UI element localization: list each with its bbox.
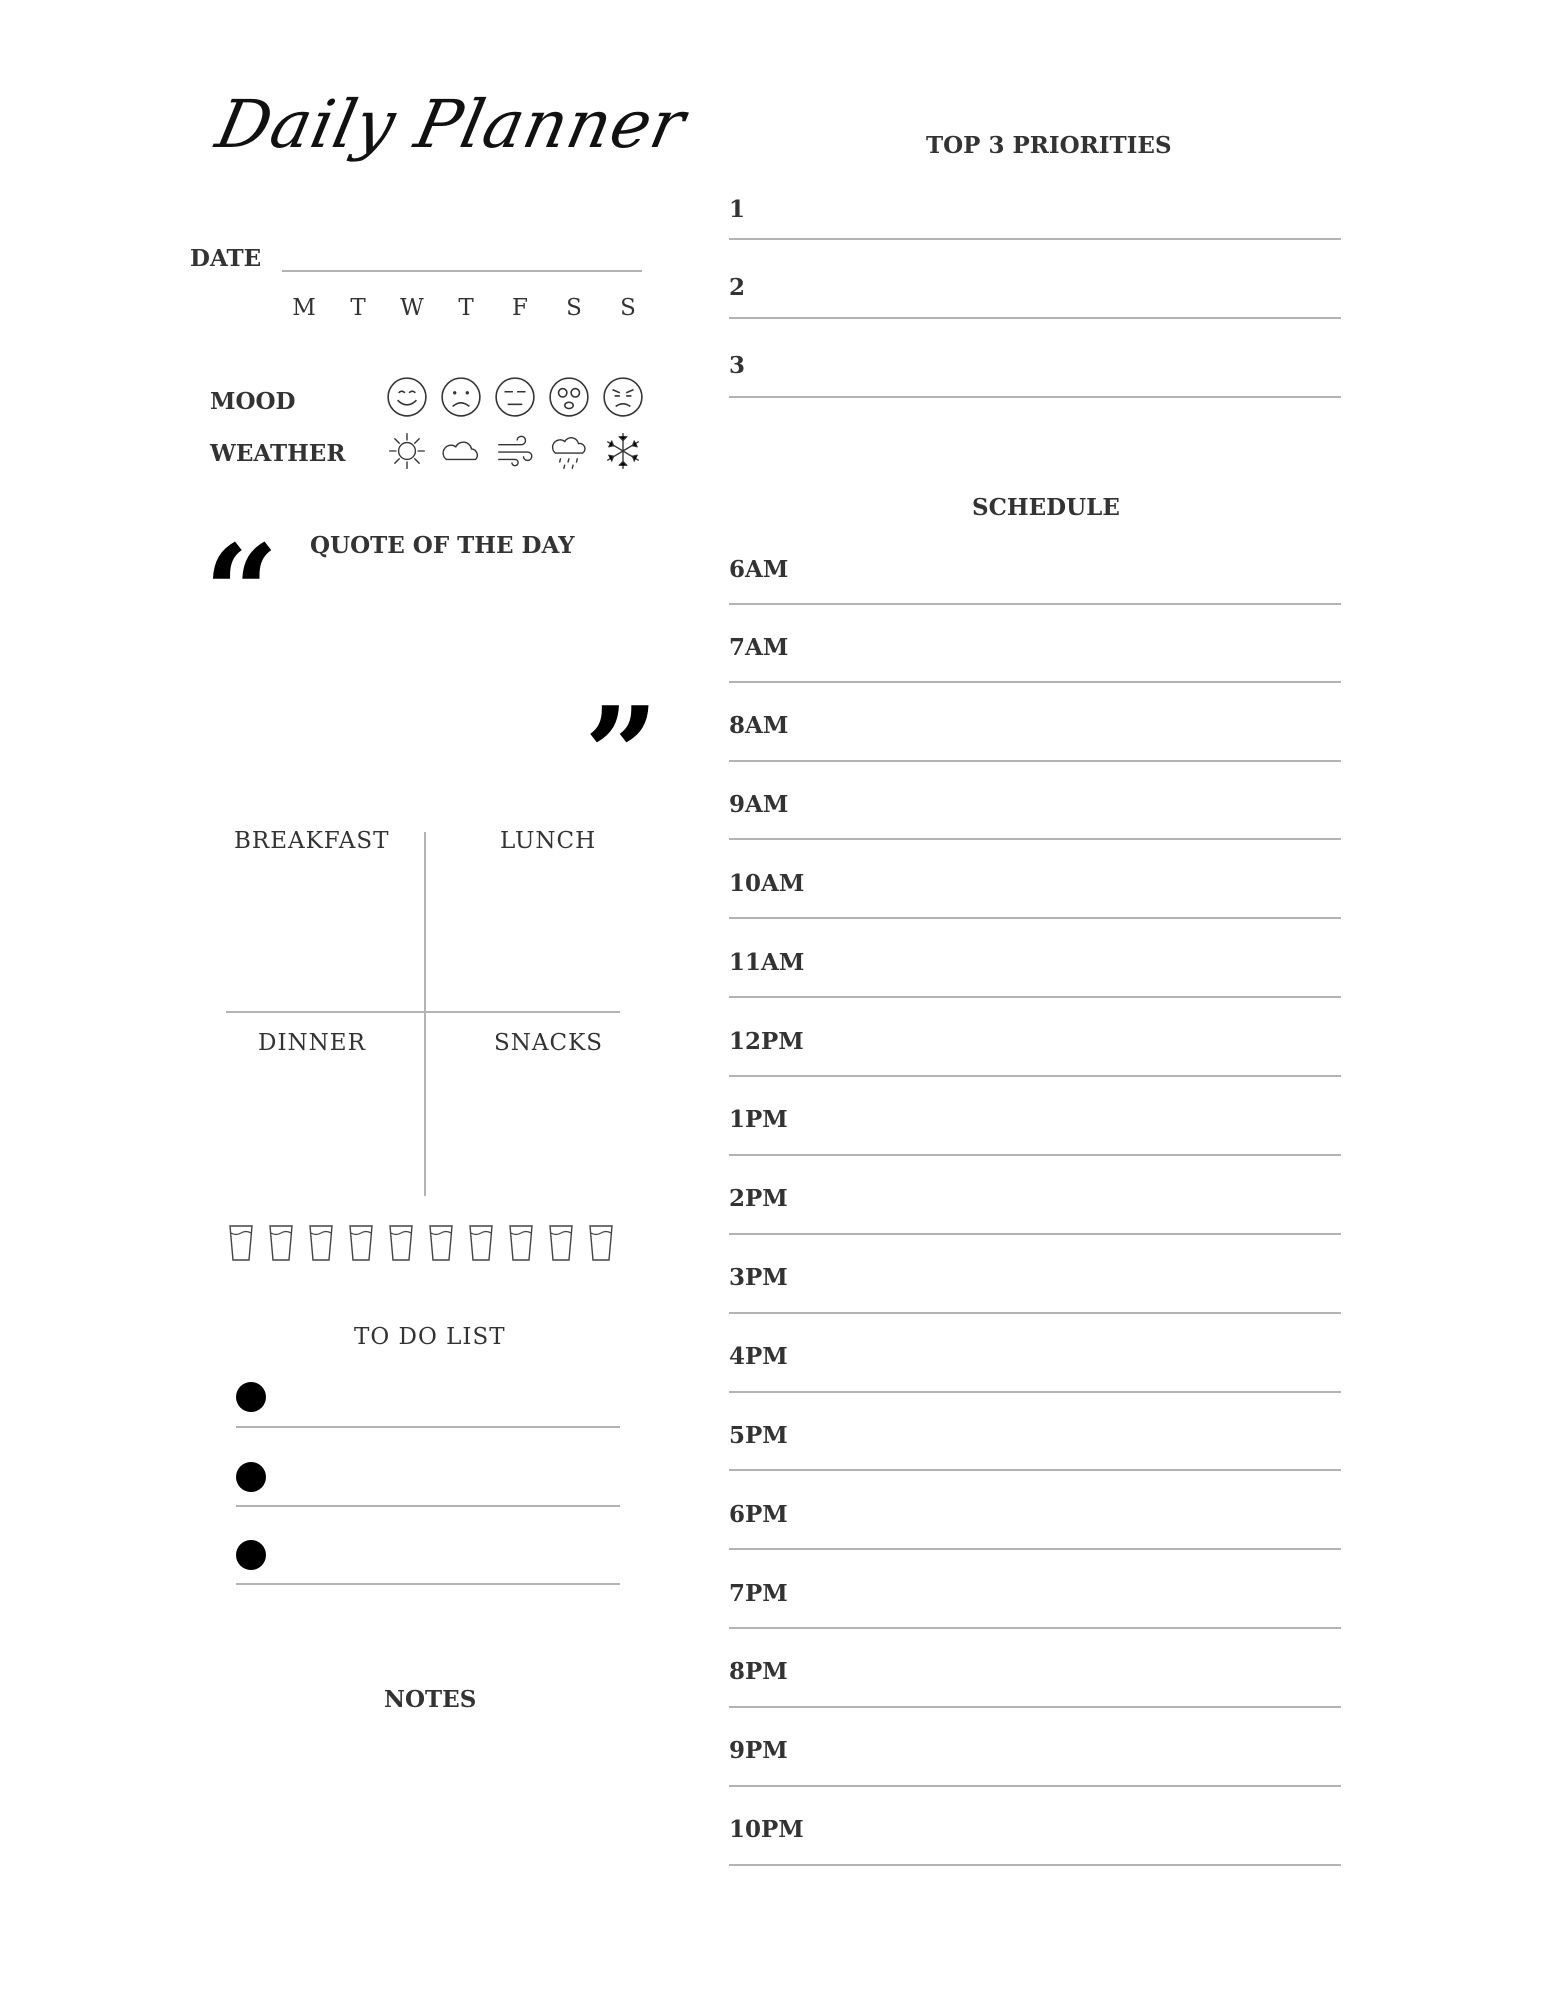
schedule-line[interactable] bbox=[729, 681, 1341, 683]
water-glass-icon[interactable] bbox=[428, 1224, 454, 1262]
schedule-time: 2PM bbox=[729, 1185, 788, 1212]
schedule-time: 12PM bbox=[729, 1028, 804, 1055]
schedule-time: 5PM bbox=[729, 1422, 788, 1449]
schedule-time: 10AM bbox=[729, 870, 805, 897]
meals-horizontal-divider bbox=[226, 1011, 620, 1013]
schedule-line[interactable] bbox=[729, 1706, 1341, 1708]
schedule-time: 8AM bbox=[729, 712, 789, 739]
todo-line[interactable] bbox=[236, 1426, 620, 1428]
water-glass-icon[interactable] bbox=[228, 1224, 254, 1262]
rain-icon[interactable] bbox=[548, 430, 590, 472]
priority-number: 2 bbox=[729, 274, 746, 301]
schedule-line[interactable] bbox=[729, 1469, 1341, 1471]
priority-line[interactable] bbox=[729, 396, 1341, 398]
schedule-line[interactable] bbox=[729, 1627, 1341, 1629]
schedule-line[interactable] bbox=[729, 1075, 1341, 1077]
water-glass-icon[interactable] bbox=[548, 1224, 574, 1262]
todo-label: TO DO LIST bbox=[354, 1324, 506, 1350]
priority-number: 3 bbox=[729, 352, 746, 379]
snacks-label: SNACKS bbox=[494, 1030, 604, 1056]
water-glass-icon[interactable] bbox=[348, 1224, 374, 1262]
page-title: Daily Planner bbox=[209, 86, 693, 163]
smile-face-icon[interactable] bbox=[386, 376, 428, 418]
todo-bullet[interactable] bbox=[236, 1462, 266, 1492]
meals-vertical-divider bbox=[424, 832, 426, 1196]
schedule-time: 6AM bbox=[729, 556, 789, 583]
priority-number: 1 bbox=[729, 196, 746, 223]
schedule-line[interactable] bbox=[729, 1785, 1341, 1787]
priority-line[interactable] bbox=[729, 317, 1341, 319]
notes-label: NOTES bbox=[384, 1686, 477, 1713]
schedule-line[interactable] bbox=[729, 1233, 1341, 1235]
water-glass-icon[interactable] bbox=[588, 1224, 614, 1262]
schedule-line[interactable] bbox=[729, 917, 1341, 919]
cloud-icon[interactable] bbox=[440, 430, 482, 472]
priority-line[interactable] bbox=[729, 238, 1341, 240]
quote-open-mark: “ bbox=[204, 516, 279, 669]
schedule-line[interactable] bbox=[729, 1548, 1341, 1550]
schedule-time: 9AM bbox=[729, 791, 789, 818]
schedule-time: 7PM bbox=[729, 1580, 788, 1607]
schedule-time: 6PM bbox=[729, 1501, 788, 1528]
shocked-face-icon[interactable] bbox=[548, 376, 590, 418]
schedule-label: SCHEDULE bbox=[972, 494, 1120, 521]
todo-line[interactable] bbox=[236, 1505, 620, 1507]
schedule-line[interactable] bbox=[729, 996, 1341, 998]
mood-label: MOOD bbox=[210, 388, 296, 415]
schedule-time: 3PM bbox=[729, 1264, 788, 1291]
date-line[interactable] bbox=[282, 270, 642, 272]
water-glass-icon[interactable] bbox=[468, 1224, 494, 1262]
dinner-label: DINNER bbox=[258, 1030, 366, 1056]
schedule-time: 11AM bbox=[729, 949, 805, 976]
breakfast-label: BREAKFAST bbox=[234, 828, 390, 854]
schedule-line[interactable] bbox=[729, 1864, 1341, 1866]
sun-icon[interactable] bbox=[386, 430, 428, 472]
lunch-label: LUNCH bbox=[500, 828, 597, 854]
todo-bullet[interactable] bbox=[236, 1540, 266, 1570]
schedule-time: 8PM bbox=[729, 1658, 788, 1685]
schedule-time: 7AM bbox=[729, 634, 789, 661]
weekday-mon[interactable]: M bbox=[292, 295, 316, 321]
neutral-face-icon[interactable] bbox=[494, 376, 536, 418]
schedule-time: 10PM bbox=[729, 1816, 804, 1843]
schedule-line[interactable] bbox=[729, 1154, 1341, 1156]
sad-face-icon[interactable] bbox=[440, 376, 482, 418]
weekday-wed[interactable]: W bbox=[400, 295, 424, 321]
water-glass-icon[interactable] bbox=[388, 1224, 414, 1262]
schedule-line[interactable] bbox=[729, 760, 1341, 762]
water-glass-icon[interactable] bbox=[268, 1224, 294, 1262]
quote-label: QUOTE OF THE DAY bbox=[310, 532, 575, 559]
todo-line[interactable] bbox=[236, 1583, 620, 1585]
priorities-label: TOP 3 PRIORITIES bbox=[926, 132, 1172, 159]
weekday-fri[interactable]: F bbox=[512, 295, 528, 321]
weekday-sat[interactable]: S bbox=[566, 295, 582, 321]
snowflake-icon[interactable] bbox=[602, 430, 644, 472]
angry-face-icon[interactable] bbox=[602, 376, 644, 418]
schedule-time: 4PM bbox=[729, 1343, 788, 1370]
schedule-line[interactable] bbox=[729, 838, 1341, 840]
weekday-row bbox=[277, 295, 655, 321]
schedule-time: 1PM bbox=[729, 1106, 788, 1133]
schedule-line[interactable] bbox=[729, 603, 1341, 605]
mood-icons bbox=[386, 376, 644, 418]
wind-icon[interactable] bbox=[494, 430, 536, 472]
todo-bullet[interactable] bbox=[236, 1382, 266, 1412]
schedule-time: 9PM bbox=[729, 1737, 788, 1764]
water-tracker bbox=[228, 1224, 614, 1262]
schedule-line[interactable] bbox=[729, 1391, 1341, 1393]
water-glass-icon[interactable] bbox=[508, 1224, 534, 1262]
date-label: DATE bbox=[190, 245, 262, 272]
weekday-sun[interactable]: S bbox=[620, 295, 636, 321]
quote-close-mark: ” bbox=[584, 678, 659, 831]
weather-icons bbox=[386, 430, 644, 472]
weather-label: WEATHER bbox=[210, 440, 346, 467]
water-glass-icon[interactable] bbox=[308, 1224, 334, 1262]
schedule-line[interactable] bbox=[729, 1312, 1341, 1314]
weekday-thu[interactable]: T bbox=[458, 295, 474, 321]
weekday-tue[interactable]: T bbox=[350, 295, 366, 321]
